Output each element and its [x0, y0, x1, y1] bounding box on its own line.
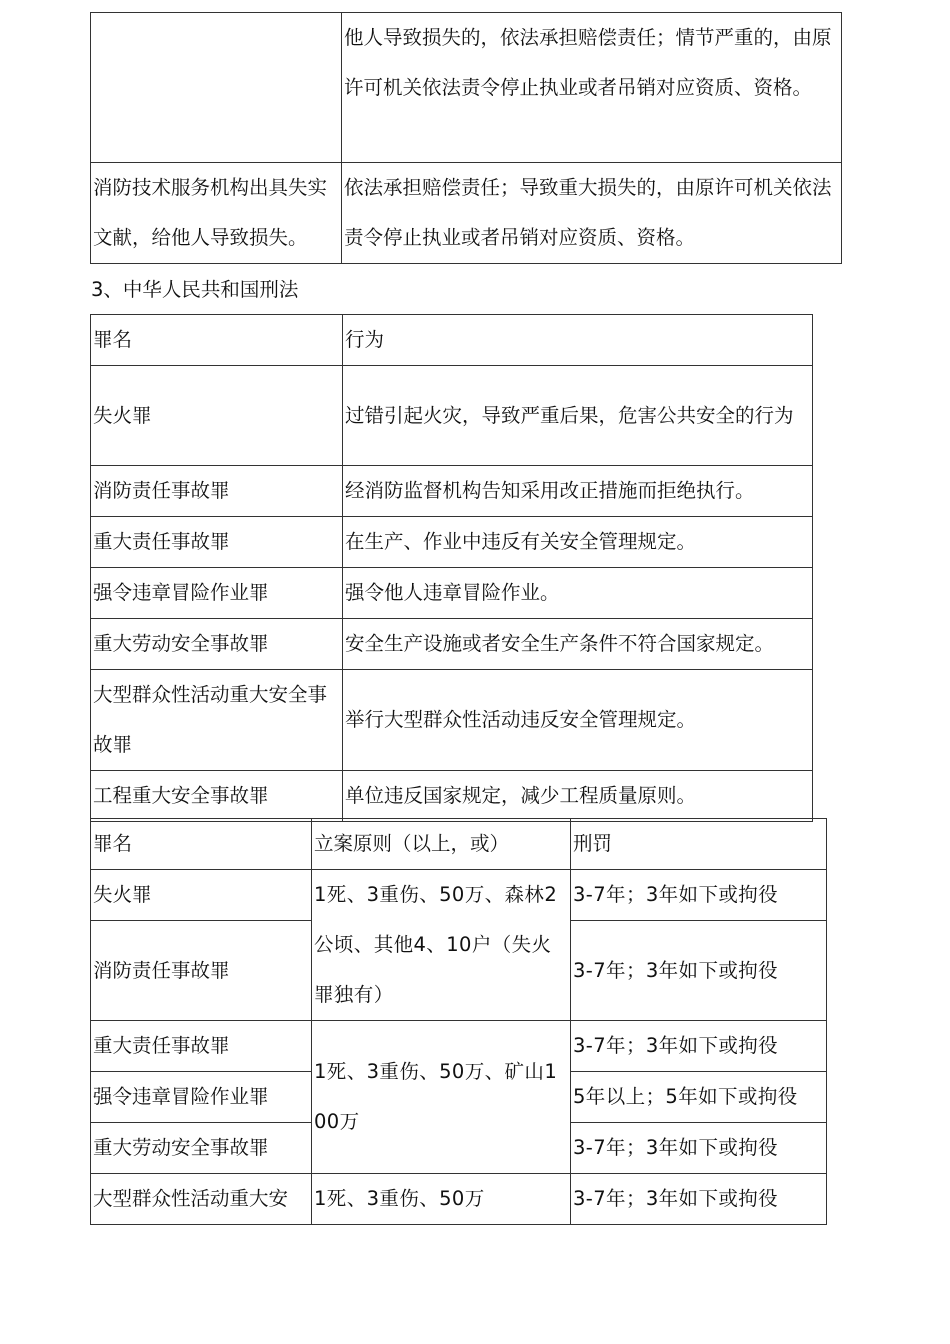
table-cell — [91, 13, 342, 163]
table-row — [91, 13, 842, 163]
crimes-table — [90, 314, 813, 822]
table-cell: 依法承担赔偿责任；导致重大损失的，由原许可机关依法责令停止执业或者吊销对应资质、资格。 — [342, 163, 842, 264]
column-header: 行为 — [343, 315, 813, 366]
column-header: 刑罚 — [571, 819, 827, 870]
table-row — [91, 1021, 827, 1072]
crime-name: 大型群众性活动重大安全事故罪 — [91, 670, 343, 771]
crime-name: 工程重大安全事故罪 — [91, 771, 343, 822]
filing-standards-table — [90, 818, 827, 1225]
crime-name: 重大责任事故罪 — [91, 517, 343, 568]
filing-standard: 1死、3重伤、50万 — [312, 1174, 571, 1225]
crime-name: 失火罪 — [91, 870, 312, 921]
table-cell: 他人导致损失的，依法承担赔偿责任；情节严重的，由原许可机关依法责令停止执业或者吊销对应资质、资格。 — [342, 13, 842, 163]
table-row — [91, 163, 842, 264]
crime-behavior: 经消防监督机构告知采用改正措施而拒绝执行。 — [343, 466, 813, 517]
penalty: 3-7年；3年如下或拘役 — [571, 870, 827, 921]
table-header-row — [91, 315, 813, 366]
table-row — [91, 517, 813, 568]
crime-name: 重大劳动安全事故罪 — [91, 619, 343, 670]
column-header: 立案原则（以上，或） — [312, 819, 571, 870]
crime-behavior: 在生产、作业中违反有关安全管理规定。 — [343, 517, 813, 568]
filing-standard: 1死、3重伤、50万、矿山100万 — [312, 1021, 571, 1174]
table-row — [91, 366, 813, 466]
table-row — [91, 771, 813, 822]
crime-name: 强令违章冒险作业罪 — [91, 1072, 312, 1123]
table-row — [91, 466, 813, 517]
column-header: 罪名 — [91, 819, 312, 870]
table-row — [91, 568, 813, 619]
crime-name: 强令违章冒险作业罪 — [91, 568, 343, 619]
crime-name: 大型群众性活动重大安 — [91, 1174, 312, 1225]
table-row — [91, 670, 813, 771]
crime-behavior: 举行大型群众性活动违反安全管理规定。 — [343, 670, 813, 771]
penalty: 3-7年；3年如下或拘役 — [571, 921, 827, 1021]
crime-behavior: 安全生产设施或者安全生产条件不符合国家规定。 — [343, 619, 813, 670]
table-row — [91, 1174, 827, 1225]
column-header: 罪名 — [91, 315, 343, 366]
crime-name: 消防责任事故罪 — [91, 466, 343, 517]
crime-name: 消防责任事故罪 — [91, 921, 312, 1021]
table-cell: 消防技术服务机构出具失实文献，给他人导致损失。 — [91, 163, 342, 264]
crime-name: 失火罪 — [91, 366, 343, 466]
crime-name: 重大责任事故罪 — [91, 1021, 312, 1072]
penalty-table — [90, 12, 842, 264]
penalty: 3-7年；3年如下或拘役 — [571, 1123, 827, 1174]
section-heading: 3、中华人民共和国刑法 — [91, 278, 299, 301]
table-row — [91, 619, 813, 670]
crime-name: 重大劳动安全事故罪 — [91, 1123, 312, 1174]
table-row — [91, 870, 827, 921]
filing-standard: 1死、3重伤、50万、森林2公顷、其他4、10户（失火罪独有） — [312, 870, 571, 1021]
crime-behavior: 过错引起火灾，导致严重后果，危害公共安全的行为 — [343, 366, 813, 466]
table-header-row — [91, 819, 827, 870]
penalty: 5年以上；5年如下或拘役 — [571, 1072, 827, 1123]
crime-behavior: 单位违反国家规定，减少工程质量原则。 — [343, 771, 813, 822]
penalty: 3-7年；3年如下或拘役 — [571, 1174, 827, 1225]
penalty: 3-7年；3年如下或拘役 — [571, 1021, 827, 1072]
crime-behavior: 强令他人违章冒险作业。 — [343, 568, 813, 619]
